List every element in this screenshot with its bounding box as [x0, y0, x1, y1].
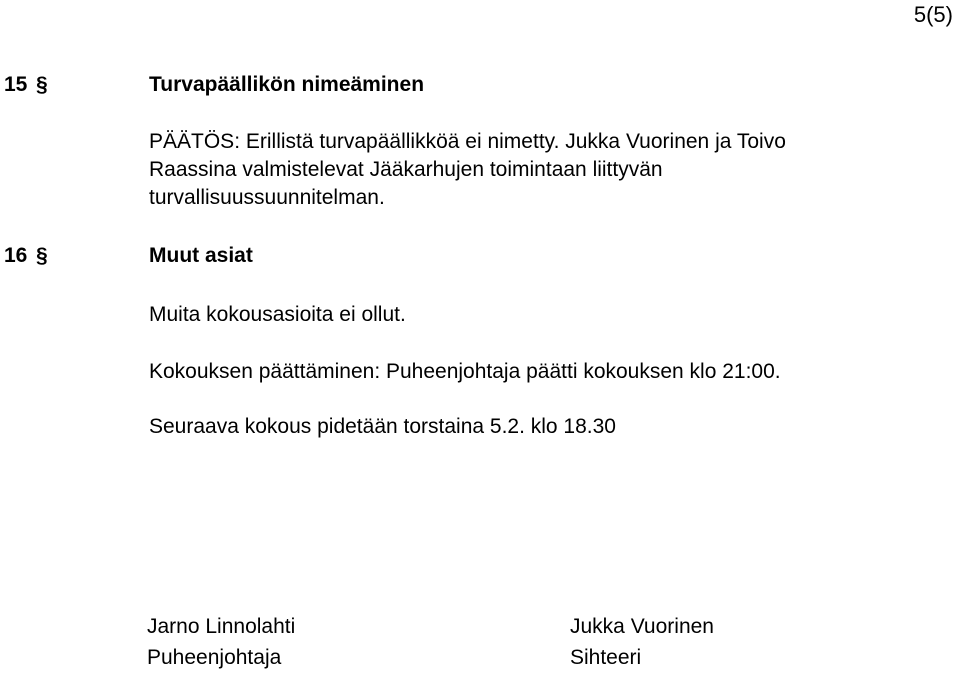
signature-block-chair [147, 611, 295, 673]
section-title: Turvapäällikön nimeäminen [149, 73, 425, 96]
paragraph: Seuraava kokous pidetään torstaina 5.2. klo 18.30 [149, 415, 616, 438]
paragraph-line: Raassina valmistelevat Jääkarhujen toimintaan liittyvän [149, 158, 663, 181]
paragraph: Kokouksen päättäminen: Puheenjohtaja päätti kokouksen klo 21:00. [149, 360, 781, 383]
paragraph-line: PÄÄTÖS: Erillistä turvapäällikköä ei nimetty. Jukka Vuorinen ja Toivo [149, 130, 786, 153]
decision-paragraph [149, 128, 786, 212]
paragraph-line: turvallisuussuunnitelman. [149, 186, 385, 209]
signature-name: Jarno Linnolahti [147, 615, 296, 638]
page-number: 5(5) [913, 2, 953, 27]
signature-role: Puheenjohtaja [147, 646, 282, 669]
signature-role: Sihteeri [570, 646, 642, 669]
signature-block-secretary [570, 611, 714, 673]
section-number: 15 [4, 73, 28, 96]
section-mark: § [36, 73, 48, 96]
section-number: 16 [4, 244, 28, 267]
paragraph: Muita kokousasioita ei ollut. [149, 303, 406, 326]
section-title: Muut asiat [149, 244, 253, 267]
signature-name: Jukka Vuorinen [570, 615, 714, 638]
section-mark: § [36, 244, 48, 267]
